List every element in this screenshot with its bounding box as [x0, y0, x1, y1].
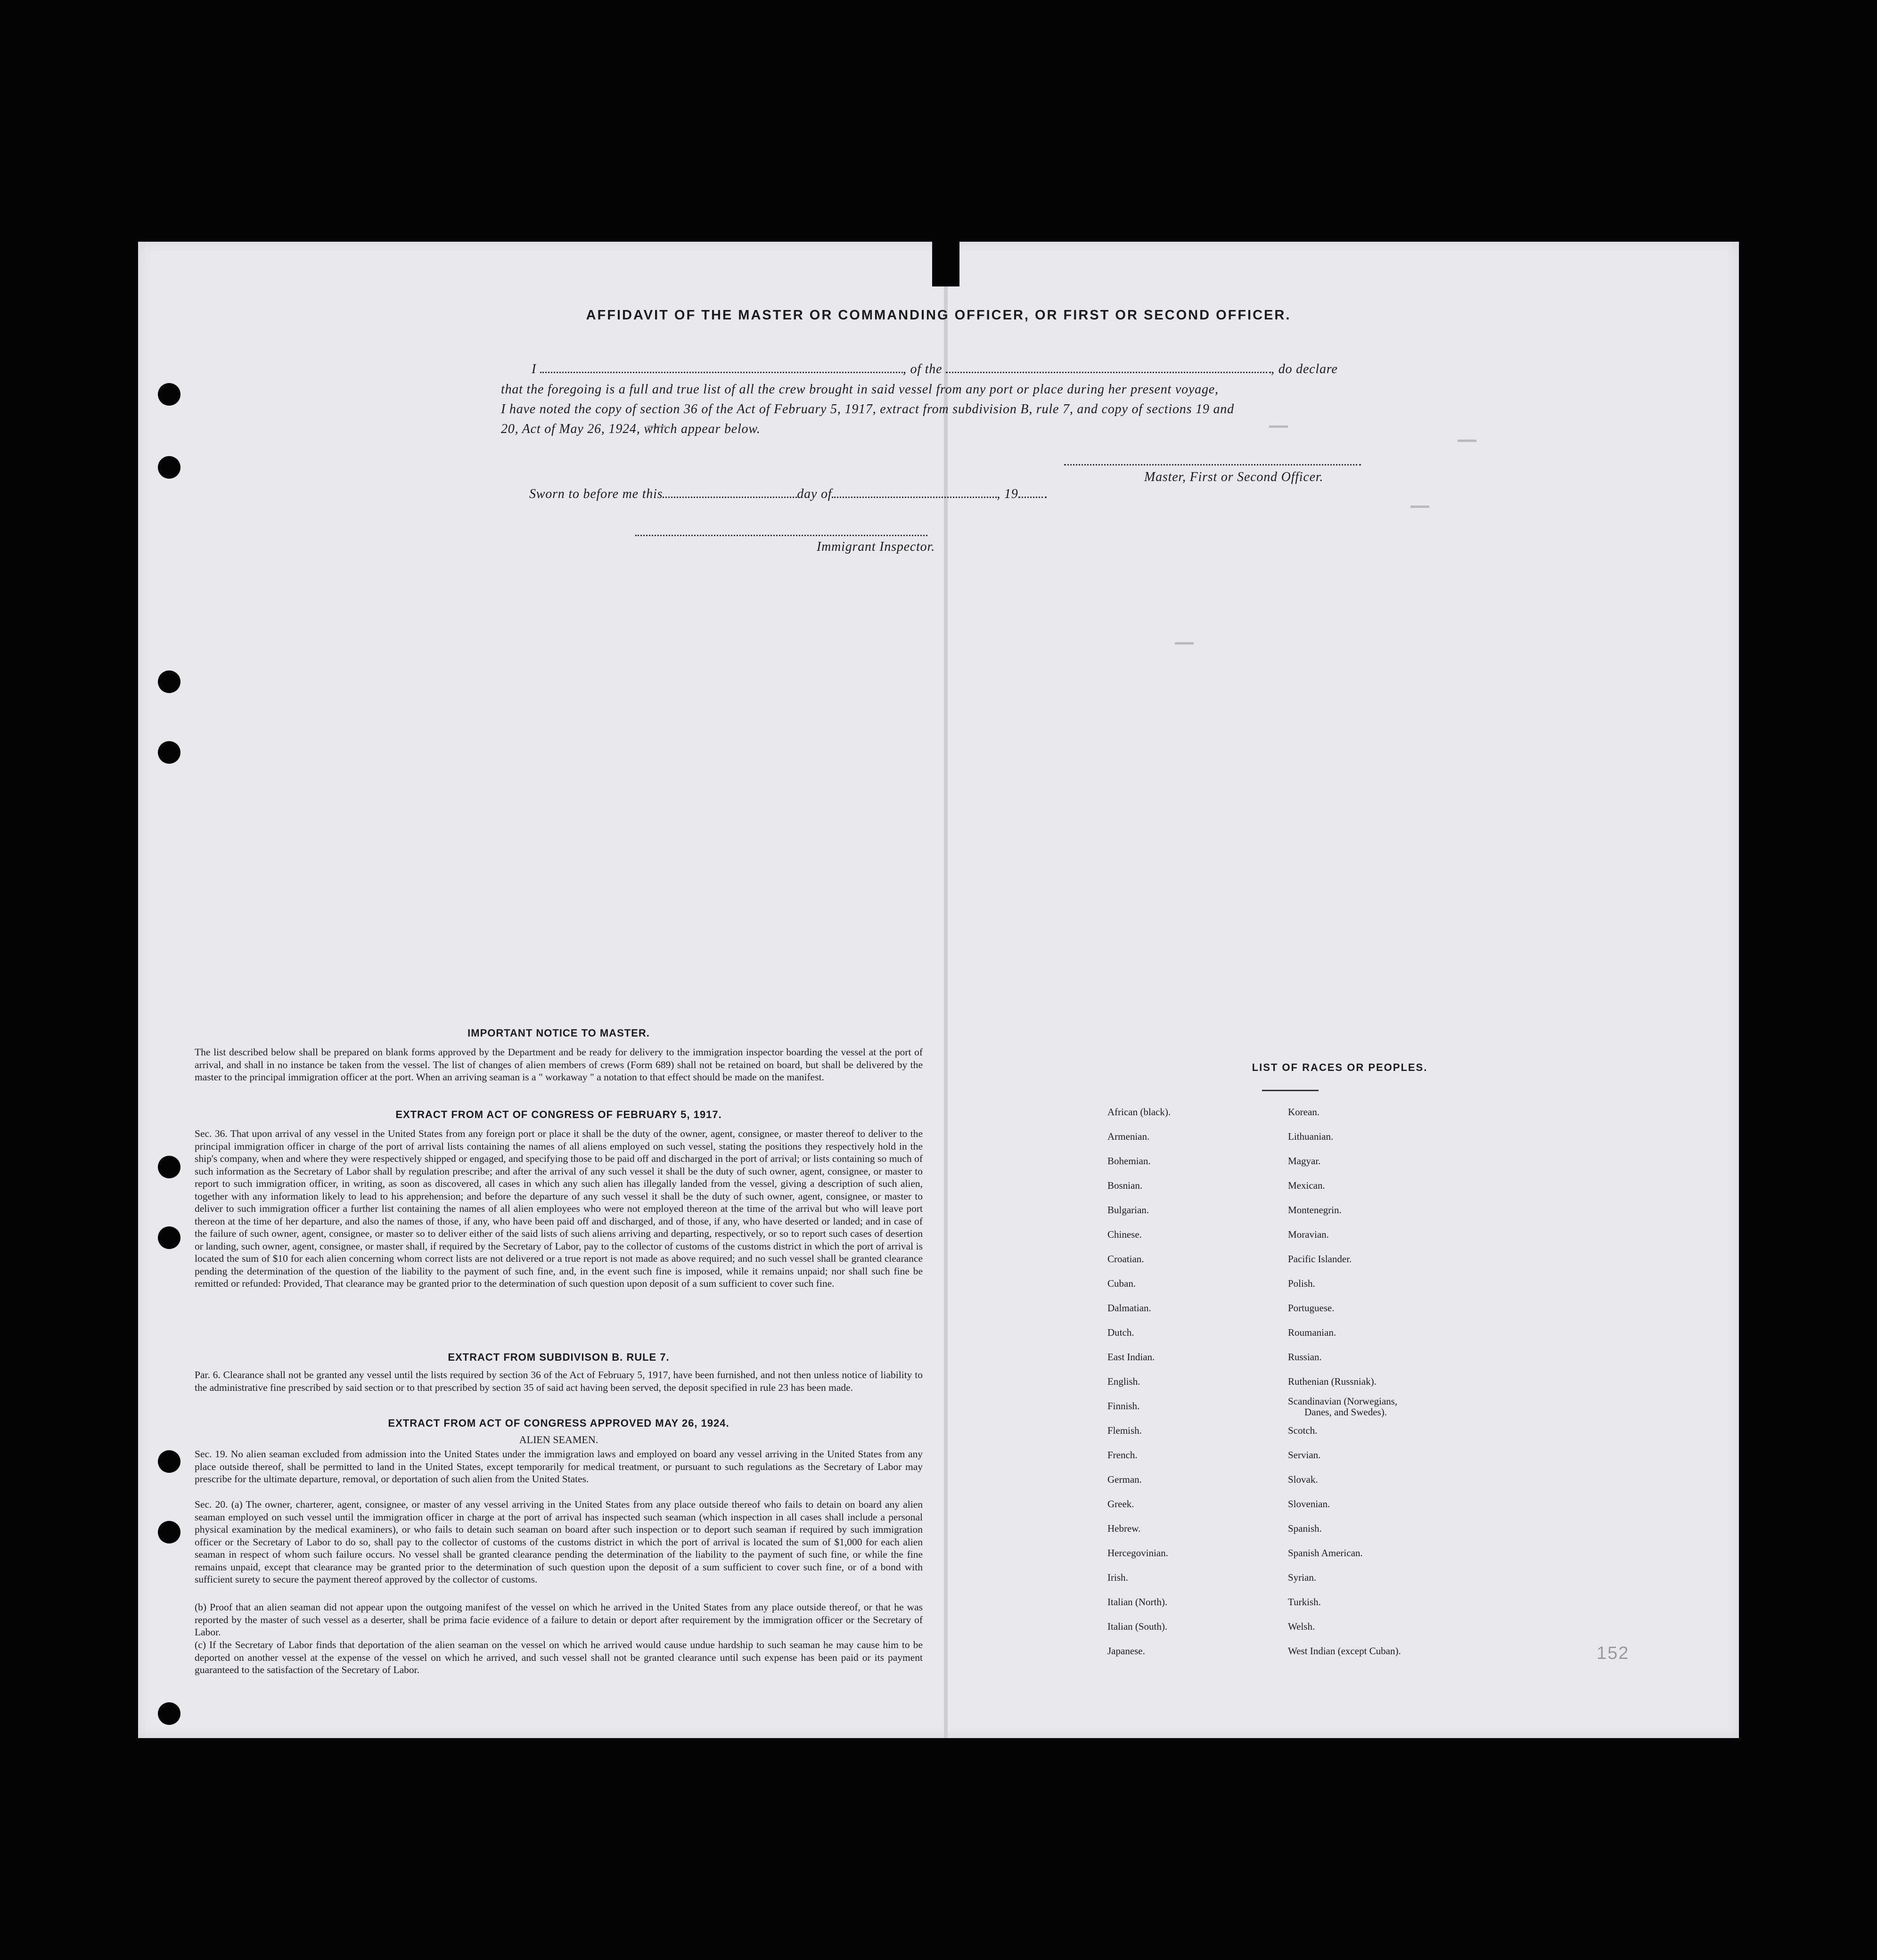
- extract-1917-text: Sec. 36. That upon arrival of any vessel in the United States from any foreign port or place it shall be the duty of the owner, agent, consignee, or master thereof to deliver to the principal immigration officer in charge of the port of arrival lists containing the names of all aliens employed on such vessel, stating the positions they respectively hold in the ship's company, when and where they were respectively shipped or engaged, and specifying those to be paid off and discharged in the port of arrival; or lists containing so much of such information as the Secretary of Labor shall by regulation prescribe; and after the arrival of any such vessel it shall be the duty of such owner, agent, consignee, or master to report to such immigration officer, in writing, as soon as discovered, all cases in which any such alien has illegally landed from the vessel, giving a description of such alien, together with any information likely to lead to his apprehension; and before the departure of any such vessel it shall be the duty of such owner, agent, consignee, or master to deliver to such immigration officer a further list containing the names of all alien employees who were not employed thereon at the time of the arrival but who will leave port thereon at the time of her departure, and also the names of those, if any, who have been paid off and discharged, and of those, if any, who have deserted or landed; and in case of the failure of such owner, agent, consignee, or master so to deliver either of the said lists of such aliens arriving and departing, respectively, or so to report such cases of desertion or landing, such owner, agent, consignee, or master shall, if required by the Secretary of Labor, pay to the collector of customs of the customs district in which the port of arrival is located the sum of $10 for each alien concerning whom correct lists are not delivered or a true report is not made as above required; and no such vessel shall be granted clearance pending the determination of the question of the liability to the payment of such fine, and, in the event such fine is imposed, while it remains unpaid; nor shall such fine be remitted or refunded: Provided, That clearance may be granted prior to the determination of such question upon deposit of a sum sufficient to cover such fine.: [195, 1128, 923, 1289]
- race-item: Pacific Islander.: [1288, 1253, 1352, 1265]
- race-item: Magyar.: [1288, 1155, 1321, 1167]
- page-number: 152: [1597, 1643, 1630, 1663]
- race-item: German.: [1107, 1474, 1142, 1485]
- sec-20b-text: (b) Proof that an alien seaman did not appear upon the outgoing manifest of the vessel on which he arrived in the United States from any place outside thereof, or that he was reported by the master of such vessel as a deserter, shall be prima facie evidence of a failure to detain or deport after requirement by the immigration officer or the Secretary of Labor.: [195, 1601, 923, 1638]
- inspector-signature-line[interactable]: [635, 534, 927, 536]
- notice-text: The list described below shall be prepared on blank forms approved by the Department and be ready for delivery to the immigration inspector boarding the vessel at the port of arrival, and shall in no instance be taken from the vessel. The list of changes of alien members of crews (Form 689) shall not be retained on board, but shall be delivered by the master to the principal immigration officer at the port. When an arriving seaman is a " workaway " a notation to that effect should be made on the manifest.: [195, 1046, 923, 1083]
- extract-1917-title: EXTRACT FROM ACT OF CONGRESS OF FEBRUARY 5, 1917.: [395, 1109, 722, 1120]
- year-label: , 19: [997, 487, 1018, 501]
- affidavit-of-the: , of the: [902, 362, 943, 376]
- race-item: Servian.: [1288, 1449, 1321, 1461]
- race-item: Turkish.: [1288, 1596, 1321, 1608]
- race-item: Slovak.: [1288, 1474, 1318, 1485]
- year-blank[interactable]: [1018, 487, 1047, 498]
- race-item: Greek.: [1107, 1498, 1134, 1510]
- race-item: Syrian.: [1288, 1572, 1317, 1583]
- sec-20c-text: (c) If the Secretary of Labor finds that deportation of the alien seaman on the vessel on which he arrived would cause undue hardship to such seaman he may cause him to be deported on another vessel at the expense of the vessel on which he arrived, and such vessel shall not be granted clearance until such expense has been paid or its payment guaranteed to the satisfaction of the Secretary of Labor.: [195, 1639, 923, 1675]
- notice-title: IMPORTANT NOTICE TO MASTER.: [467, 1027, 650, 1039]
- affidavit-line-2: that the foregoing is a full and true list of all the crew brought in said vessel from any port or place during her present voyage,: [501, 382, 1219, 397]
- punch-hole: [158, 1702, 180, 1725]
- race-item: Korean.: [1288, 1106, 1320, 1118]
- race-item: Japanese.: [1107, 1645, 1145, 1657]
- race-item: English.: [1107, 1376, 1140, 1387]
- races-title: LIST OF RACES OR PEOPLES.: [1252, 1062, 1428, 1073]
- race-item: French.: [1107, 1449, 1138, 1461]
- extract-rule7-title: EXTRACT FROM SUBDIVISON B. RULE 7.: [448, 1351, 670, 1363]
- race-item: Ruthenian (Russniak).: [1288, 1376, 1377, 1387]
- sworn-day-blank[interactable]: [663, 487, 797, 498]
- race-item: Scandinavian (Norwegians,: [1288, 1396, 1398, 1407]
- punch-hole: [158, 1156, 180, 1178]
- race-item: Hebrew.: [1107, 1523, 1141, 1534]
- race-item: Roumanian.: [1288, 1327, 1336, 1338]
- race-item: Chinese.: [1107, 1229, 1142, 1240]
- race-item: Spanish American.: [1288, 1547, 1363, 1559]
- race-item: Finnish.: [1107, 1400, 1140, 1412]
- month-blank[interactable]: [832, 487, 997, 498]
- race-item: Flemish.: [1107, 1425, 1142, 1436]
- race-item: Cuban.: [1107, 1278, 1136, 1289]
- affidavit-line-3: I have noted the copy of section 36 of the Act of February 5, 1917, extract from subdivision B, rule 7, and copy of sections 19 and: [501, 402, 1234, 416]
- punch-hole: [158, 1226, 180, 1249]
- race-item: Montenegrin.: [1288, 1204, 1342, 1216]
- race-item: Irish.: [1107, 1572, 1128, 1583]
- extract-1924-title: EXTRACT FROM ACT OF CONGRESS APPROVED MAY 26, 1924.: [388, 1417, 729, 1429]
- ghost-mark: [1269, 425, 1288, 428]
- race-item: West Indian (except Cuban).: [1288, 1645, 1401, 1657]
- extract-rule7-text: Par. 6. Clearance shall not be granted any vessel until the lists required by section 36 of the Act of February 5, 1917, have been furnished, and not then unless notice of liability to the administrative fine prescribed by said section or to that prescribed by section 35 of said act having been served, the deposit specified in rule 23 has been made.: [195, 1369, 923, 1393]
- race-item: Croatian.: [1107, 1253, 1144, 1265]
- race-item: East Indian.: [1107, 1351, 1155, 1363]
- punch-hole: [158, 456, 180, 479]
- ghost-mark: [1458, 440, 1476, 442]
- sec-19-text: Sec. 19. No alien seaman excluded from admission into the United States under the immigration laws and employed on board any vessel arriving in the United States from any place outside thereof, shall be permitted to land in the United States, except temporarily for medical treatment, or pursuant to such regulations as the Secretary of Labor may prescribe for the ultimate departure, removal, or deportation of such alien from the United States.: [195, 1448, 923, 1485]
- day-of-label: day of: [797, 487, 832, 501]
- race-item: Welsh.: [1288, 1621, 1315, 1632]
- punch-hole: [158, 670, 180, 693]
- vessel-blank[interactable]: [946, 362, 1271, 373]
- sec-20a-text: Sec. 20. (a) The owner, charterer, agent, consignee, or master of any vessel arriving in the United States from any place outside thereof who fails to detain on board any alien seaman employed on such vessel until the immigration officer in charge at the port of arrival has inspected such seaman (which inspection in all cases shall include a personal physical examination by the medical examiners), or who fails to detain such seaman on board after such inspection or to deport such seaman if required by such immigration officer or the Secretary of Labor to do so, shall pay to the collector of customs of the customs district in which the port of arrival is located the sum of $1,000 for each alien seaman in respect of whom such failure occurs. No vessel shall be granted clearance pending the determination of the liability to the payment of such fine, or while the fine remains unpaid, except that clearance may be granted prior to the determination of such question upon the deposit of a sum sufficient to cover such fine, or of a bond with sufficient surety to secure the payment thereof approved by the collector of customs.: [195, 1499, 923, 1585]
- punch-hole: [158, 383, 180, 406]
- race-item: Bosnian.: [1107, 1180, 1143, 1191]
- race-item: Scotch.: [1288, 1425, 1318, 1436]
- affidavit-title: AFFIDAVIT OF THE MASTER OR COMMANDING OFFICER, OR FIRST OR SECOND OFFICER.: [586, 308, 1291, 323]
- race-item: Bohemian.: [1107, 1155, 1151, 1167]
- race-item: Moravian.: [1288, 1229, 1329, 1240]
- race-item: Polish.: [1288, 1278, 1315, 1289]
- race-item: Mexican.: [1288, 1180, 1325, 1191]
- alien-seamen-subtitle: ALIEN SEAMEN.: [519, 1434, 598, 1446]
- affidavit-i: I: [532, 362, 537, 376]
- page-fold: [944, 242, 948, 1738]
- sworn-label: Sworn to before me this: [529, 487, 663, 501]
- affidavit-declare: , do declare: [1271, 362, 1338, 376]
- race-item: Danes, and Swedes).: [1304, 1406, 1387, 1418]
- name-blank[interactable]: [540, 362, 903, 373]
- race-item: Dalmatian.: [1107, 1302, 1151, 1314]
- race-item: Italian (North).: [1107, 1596, 1168, 1608]
- race-item: Bulgarian.: [1107, 1204, 1149, 1216]
- punch-hole: [158, 741, 180, 764]
- master-signature-label: Master, First or Second Officer.: [1144, 470, 1324, 484]
- race-item: African (black).: [1107, 1106, 1171, 1118]
- affidavit-declaration-line: [532, 362, 1338, 377]
- affidavit-line-4: 20, Act of May 26, 1924, which appear below.: [501, 422, 761, 436]
- race-item: Armenian.: [1107, 1131, 1150, 1142]
- race-item: Hercegovinian.: [1107, 1547, 1168, 1559]
- race-item: Italian (South).: [1107, 1621, 1168, 1632]
- race-item: Slovenian.: [1288, 1498, 1330, 1510]
- sworn-line: [529, 487, 1047, 502]
- race-item: Russian.: [1288, 1351, 1322, 1363]
- punch-hole: [158, 1450, 180, 1473]
- ghost-mark: [1175, 642, 1194, 645]
- race-item: Dutch.: [1107, 1327, 1134, 1338]
- master-signature-line[interactable]: [1064, 463, 1361, 466]
- race-item: Portuguese.: [1288, 1302, 1335, 1314]
- race-item: Spanish.: [1288, 1523, 1322, 1534]
- punch-hole: [158, 1521, 180, 1544]
- ghost-mark: [1410, 506, 1429, 508]
- inspector-signature-label: Immigrant Inspector.: [817, 539, 935, 554]
- fold-notch: [932, 242, 959, 286]
- race-item: Lithuanian.: [1288, 1131, 1334, 1142]
- manifest-sheet: [138, 242, 1739, 1738]
- races-rule: [1262, 1090, 1319, 1091]
